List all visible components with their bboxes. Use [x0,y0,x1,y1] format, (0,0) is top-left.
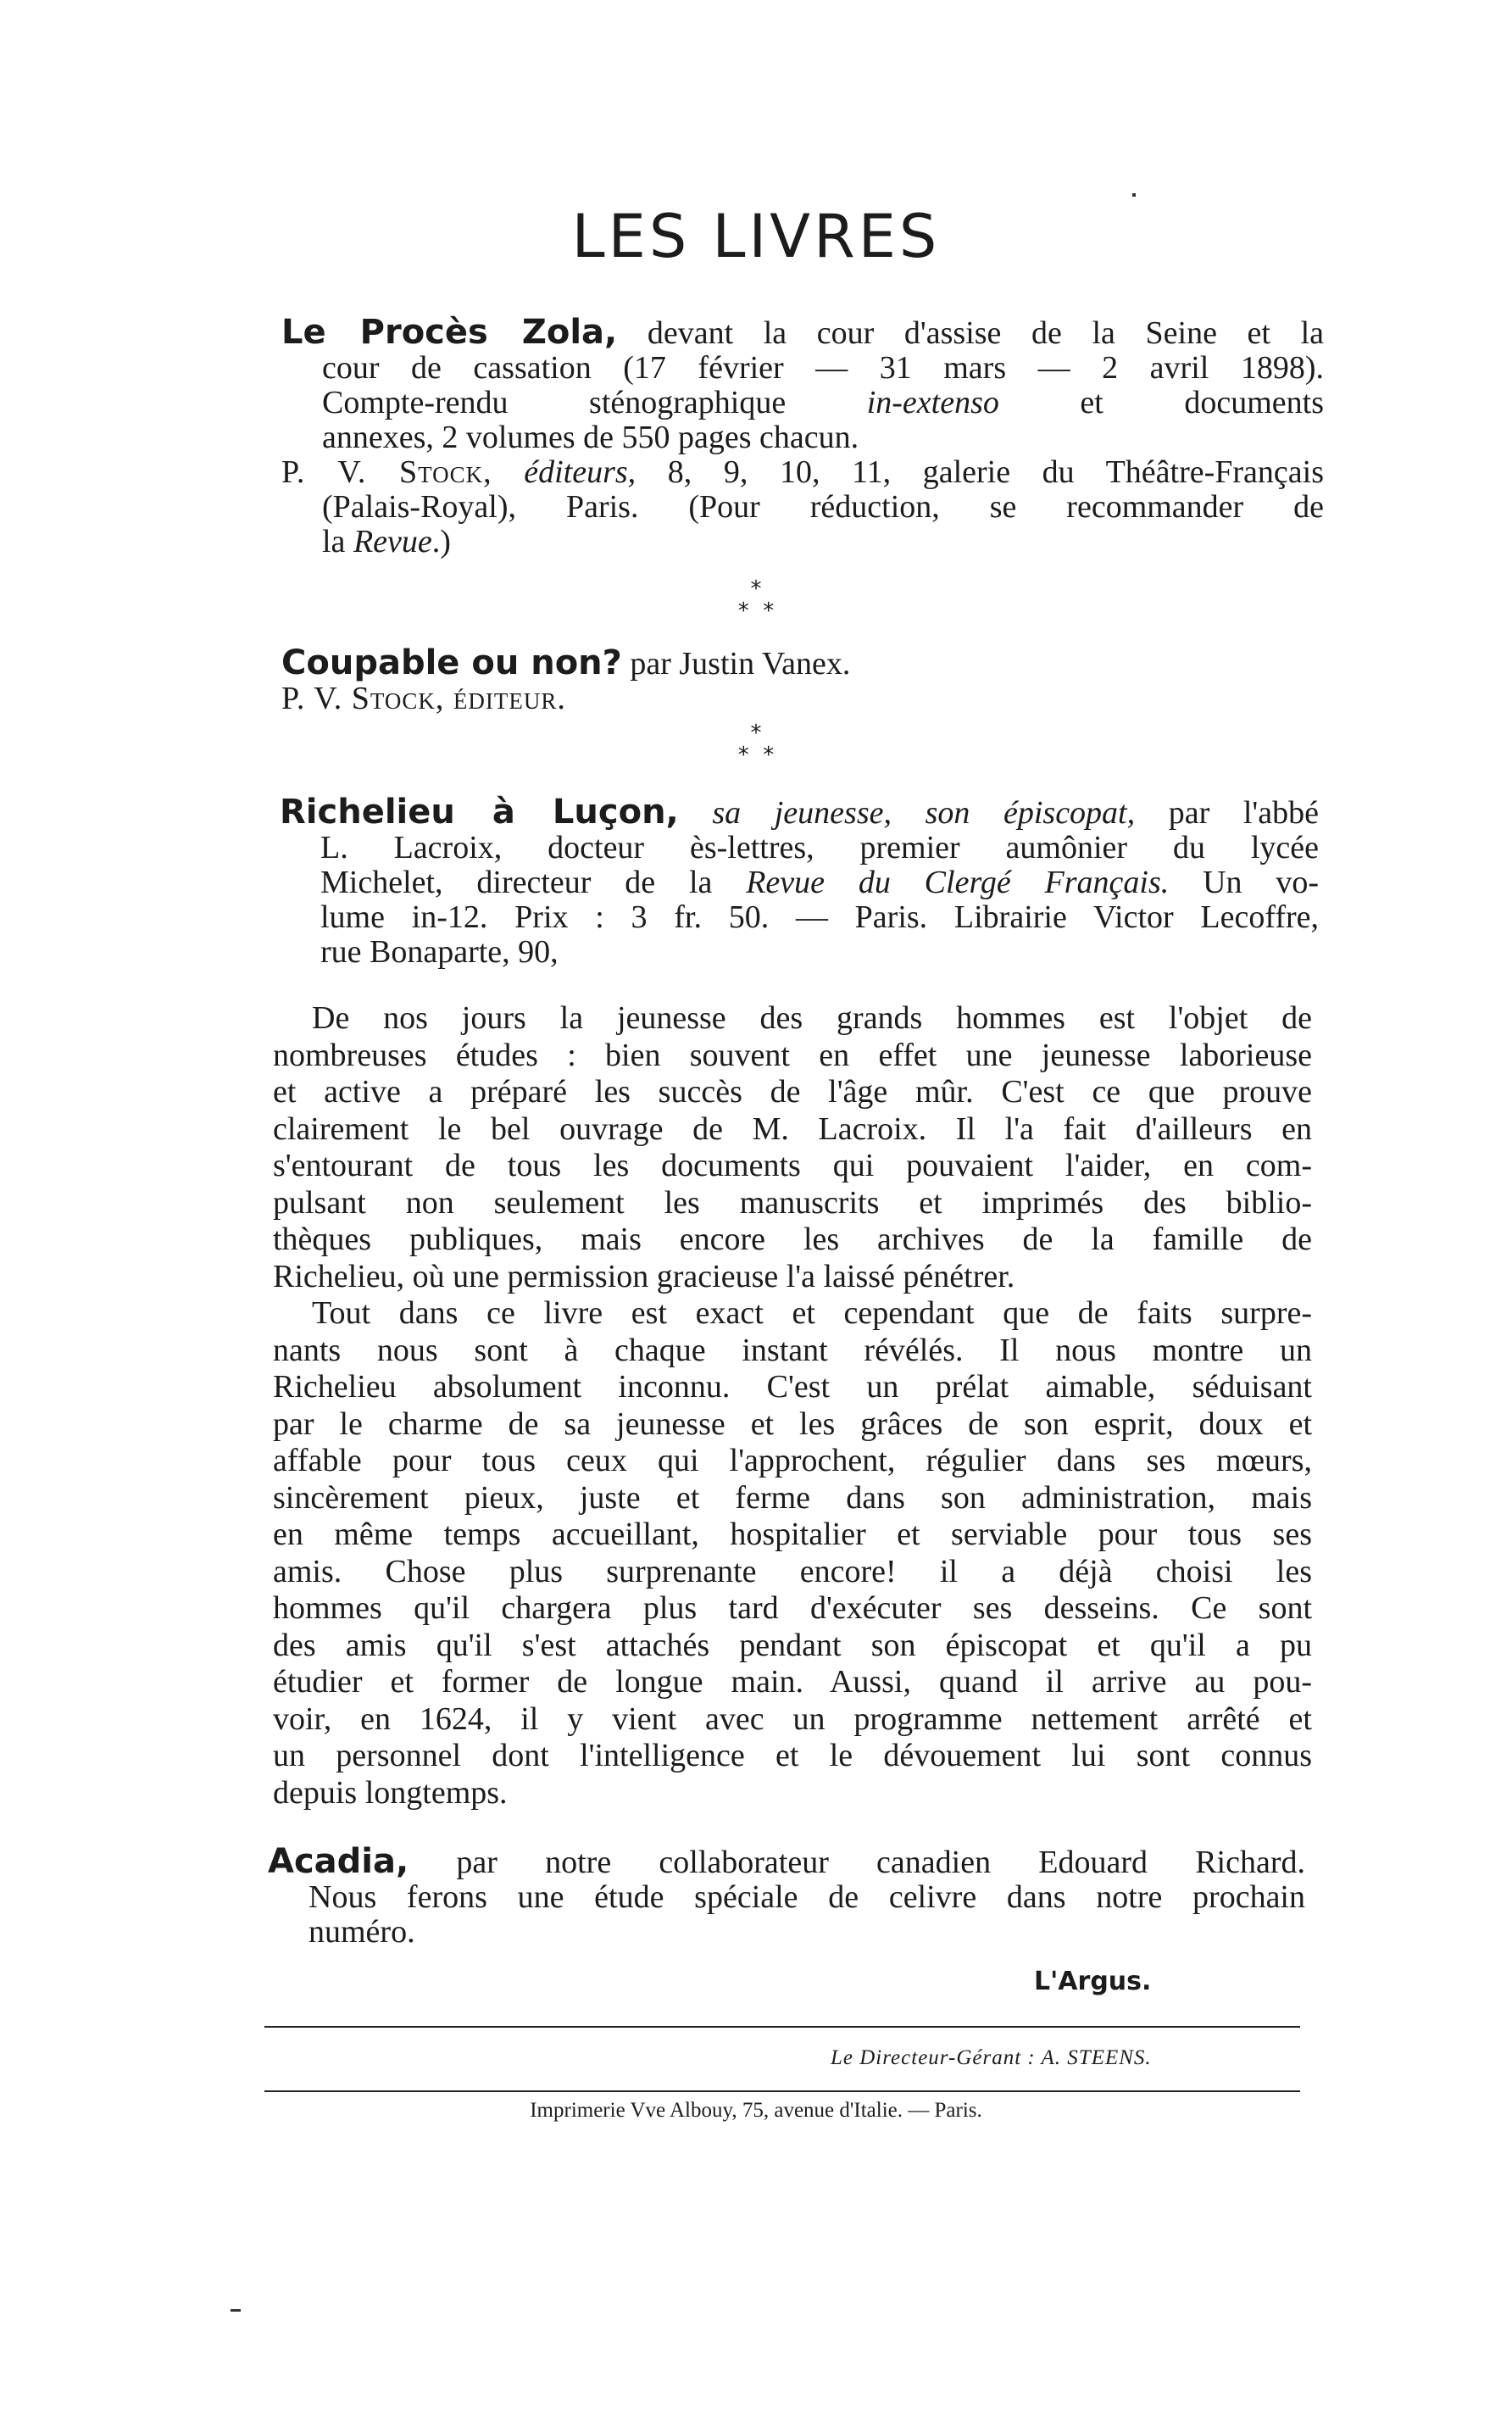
entry-text: Un vo- [1169,865,1319,900]
book-title: Le Procès Zola, [281,313,618,352]
review-line: un personnel dont l'intelligence et le dévouement lui sont connus [273,1738,1312,1773]
review-line: pulsant non seulement les manuscrits et imprimés des biblio- [273,1184,1312,1221]
entry-text: Compte-rendu sténographique [322,385,867,420]
director-credit: Le Directeur-Gérant : A. STEENS. [831,2046,1152,2069]
entry-text: par Justin Vanex. [621,646,851,682]
entry-line: lume in-12. Prix : 3 fr. 50. — Paris. Librairie Victor Lecoffre, [320,899,1319,935]
entry-text: par l'abbé [1135,795,1319,831]
entry-line [280,865,1319,900]
book-title: Richelieu à Luçon, [280,793,679,832]
book-title: Acadia, [268,1842,409,1881]
divider-rule [264,2090,1300,2092]
entry-line [281,315,1324,351]
entry-line [281,386,1324,420]
entry-line [268,1842,1305,1881]
review-line: De nos jours la jeunesse des grands hommes est l'objet de [312,1000,1312,1036]
printer-credit: Imprimerie Vve Albouy, 75, avenue d'Italie. — Paris. [530,2099,982,2122]
entry-text: la [322,524,353,559]
ink-speck [231,2309,241,2312]
review-line: depuis longtemps. [273,1774,508,1811]
entry-text: in-extenso [866,385,999,420]
review-line: amis. Chose plus surprenante encore! il a déjà choisi les [273,1553,1312,1589]
entry-line: annexes, 2 volumes de 550 pages chacun. [322,420,859,455]
review-line: nombreuses études : bien souvent en effet une jeunesse laborieuse [273,1037,1312,1073]
entry-text: devant la cour d'assise de la Seine et la [617,315,1325,351]
review-line: clairement le bel ouvrage de M. Lacroix. Il l'a fait d'ailleurs en [273,1110,1312,1147]
entry-text: par notre collaborateur canadien Edouard Richard. [409,1845,1305,1880]
book-entry-vanex [281,643,1324,716]
entry-text: sa jeunesse, son épiscopat, [678,795,1136,831]
publisher-line: P. V. Stock, éditeur. [281,681,566,716]
book-entry-zola [281,315,1324,559]
entry-text: .) [431,524,451,559]
entry-text: 8, 9, 10, 11, galerie du Théâtre-Français [636,454,1324,490]
review-line: Tout dans ce livre est exact et cependant que de faits surpre- [312,1295,1312,1331]
review-line: thèques publiques, mais encore les archives de la famille de [273,1222,1312,1257]
entry-line [281,525,1324,559]
review-line: hommes qu'il chargera plus tard d'exécuter ses desseins. Ce sont [273,1590,1312,1626]
entry-line: L. Lacroix, docteur ès-lettres, premier aumônier du lycée [320,830,1319,865]
review-line: sincèrement pieux, juste et ferme dans son administration, mais [273,1479,1312,1516]
review-line: en même temps accueillant, hospitalier et serviable pour tous ses [273,1517,1312,1552]
entry-line: Nous ferons une étude spéciale de celivre dans notre prochain [309,1879,1305,1915]
review-line: et active a préparé les succès de l'âge mûr. C'est ce que prouve [273,1074,1312,1110]
publisher-name: P. V. Stock, [281,454,492,490]
book-entry-richelieu [280,795,1319,970]
review-line: Richelieu, où une permission gracieuse l'a laissé pénétrer. [273,1258,1015,1294]
entry-text: Michelet, directeur de la [320,865,747,900]
entry-text: Revue [353,524,432,559]
review-line: voir, en 1624, il y vient avec un programme nettement arrêté et [273,1700,1312,1737]
entry-text: et documents [998,385,1324,420]
entry-text: Revue du Clergé Français. [746,865,1170,900]
entry-line: numéro. [309,1914,415,1950]
review-line: affable pour tous ceux qui l'approchent, régulier dans ses mœurs, [273,1443,1312,1478]
entry-text: éditeurs, [492,454,636,490]
page-title: LES LIVRES [571,202,941,271]
entry-line [281,643,1324,682]
entry-line: cour de cassation (17 février — 31 mars — 2 avril 1898). [322,350,1324,386]
review-line: Richelieu absolument inconnu. C'est un prélat aimable, séduisant [273,1369,1312,1405]
review-line: s'entourant de tous les documents qui pouvaient l'aider, en com- [273,1148,1312,1183]
review-body [273,1000,1312,1812]
book-title: Coupable ou non? [281,643,622,682]
review-line: nants nous sont à chaque instant révélés. Il nous montre un [273,1332,1312,1368]
signature: L'Argus. [1034,1967,1152,1996]
entry-line: rue Bonaparte, 90, [320,934,559,970]
ink-speck [1132,193,1136,197]
review-line: étudier et former de longue main. Aussi, quand il arrive au pou- [273,1664,1312,1700]
publisher-line [281,455,1324,490]
entry-line [280,795,1319,831]
review-line: par le charme de sa jeunesse et les grâces de son esprit, doux et [273,1405,1312,1442]
book-entry-acadia [268,1842,1305,1950]
divider-rule [264,2026,1300,2028]
separator-asterism: * * * [737,721,775,768]
review-line: des amis qu'il s'est attachés pendant son épiscopat et qu'il a pu [273,1627,1312,1663]
separator-asterism: * * * [737,576,775,624]
entry-line: (Palais-Royal), Paris. (Pour réduction, se recommander de [322,489,1324,525]
